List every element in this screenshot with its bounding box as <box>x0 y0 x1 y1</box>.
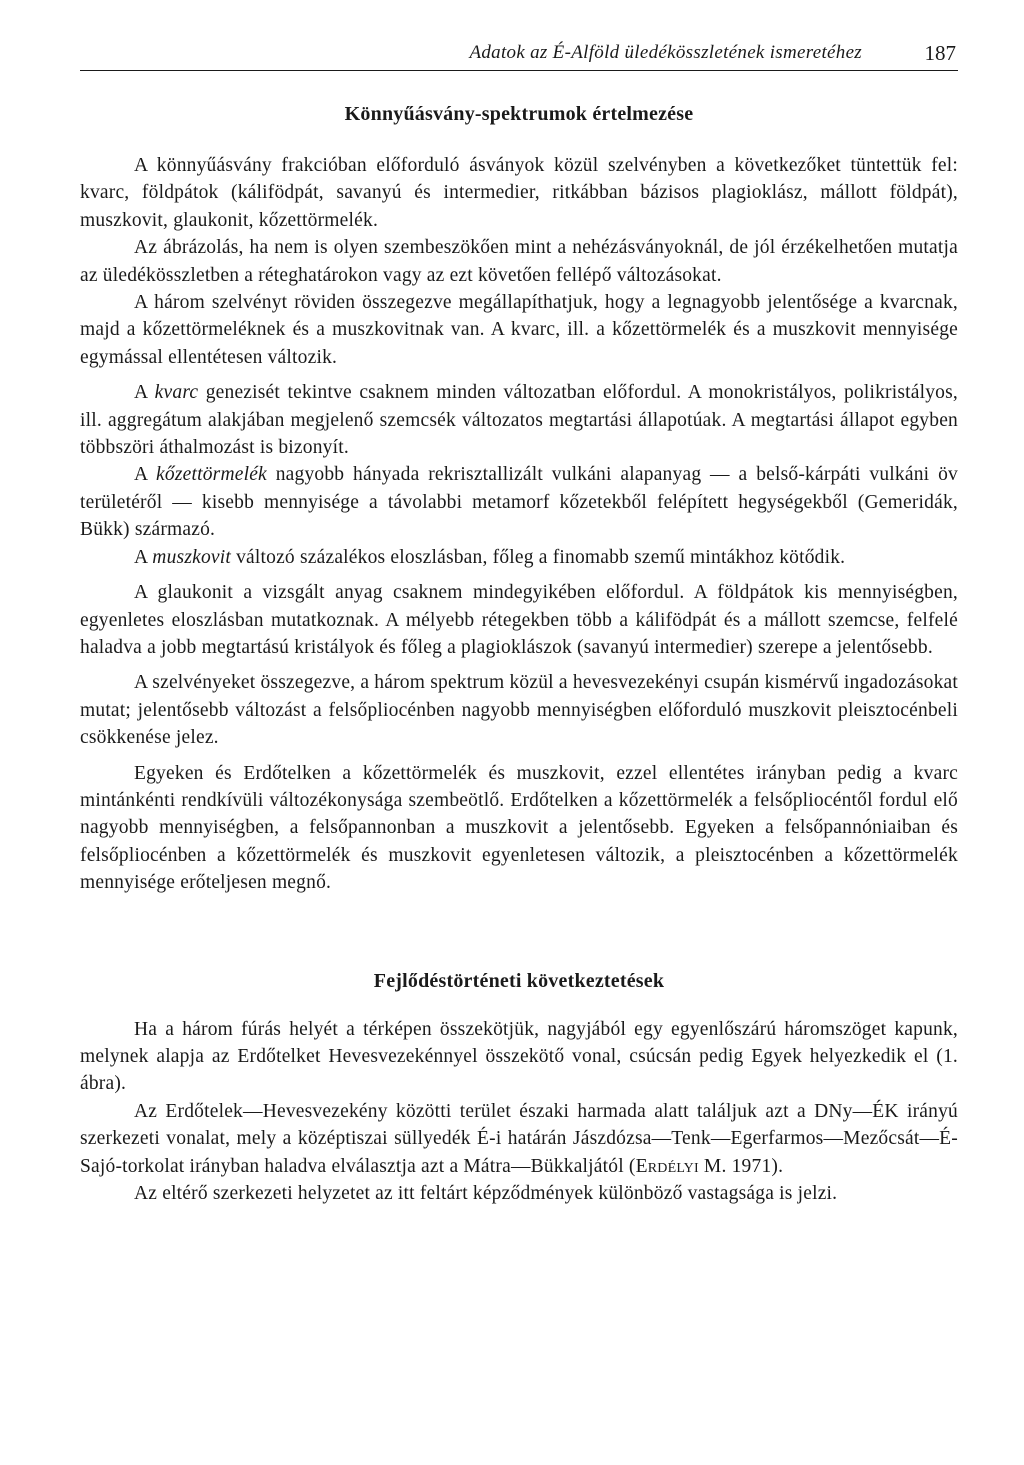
running-header <box>80 36 958 71</box>
text-run: A <box>134 382 155 404</box>
text-run: változó százalékos eloszlásban, főleg a finomabb szemű mintákhoz kötődik. <box>231 546 846 568</box>
paragraph: A szelvényeket összegezve, a három spektrum közül a hevesvezekényi csupán kismérvű ingadozásokat mutat; jelentősebb változást a felsőpliocénben nagyobb mennyiségben előforduló muszkovit pleisztocénbeli csökkenése jelez. <box>80 672 958 749</box>
text-run: nagyobb hányada rekrisztallizált vulkáni alapanyag — a belső-kárpáti vulkáni öv területéről — kisebb mennyisége a távolabbi metamorf kőzetekből felépített hegységekből (Gemeridák, Bükk) származó. <box>80 464 958 541</box>
emphasis-term: muszkovit <box>152 546 232 568</box>
paragraph: A könnyűásvány frakcióban előforduló ásványok közül szelvényben a következőket tüntettük fel: kvarc, földpátok (kálifödpát, savanyú és intermedier, ritkábban bázisos plagioklász, mállott földpát), muszkovit, glaukonit, kőzettörmelék. <box>80 155 958 231</box>
paragraph-muscovite <box>80 544 958 571</box>
text-run: M. 1971). <box>698 1155 784 1177</box>
paragraph-quartz <box>80 379 958 461</box>
paragraph: A glaukonit a vizsgált anyag csaknem mindegyikében előfordul. A földpátok kis mennyiségben, egyenletes eloszlásban mutatkoznak. A mélyebb rétegekben több a kálifödpát és a mállott szemcse, felfelé haladva a jobb megtartású kristályok és főleg a plagioklászok (savanyú intermedier) szerepe a jelentősebb. <box>80 582 958 658</box>
page-number: 187 <box>924 41 956 65</box>
paragraph-structural-line <box>80 1098 958 1180</box>
paragraph: Ha a három fúrás helyét a térképen összekötjük, nagyjából egy egyenlőszárú háromszöget kapunk, melynek alapja az Erdőtelket Hevesvezekénnyel összekötő vonal, csúcsán pedig Egyek helyezkedik el (1. ábra). <box>80 1018 958 1095</box>
page-content <box>80 100 958 1207</box>
paragraph-rock-debris <box>80 461 958 543</box>
text-run: genezisét tekintve csaknem minden változatban előfordul. A monokristályos, polikristályos, ill. aggregátum alakjában megjelenő szemcsék változatos megtartási állapotúak. A megtartási állapot egyben többszöri áthalmozást is bizonyít. <box>80 382 958 459</box>
text-run: A <box>134 464 157 486</box>
paragraph: Egyeken és Erdőtelken a kőzettörmelék és muszkovit, ezzel ellentétes irányban pedig a kvarc mintánkénti rendkívüli változékonysága szembeötlő. Erdőtelken a kőzettörmelék a felsőpliocéntől fordul elő nagyobb mennyiségben, a felsőpannonban a muszkovit a jelentősebb. Egyeken a felsőpannóniaiban és felsőpliocénben a kőzettörmelék és muszkovit egyenletesen változik, a pleisztocénben a kőzettörmelék mennyisége erőteljesen megnő. <box>80 762 958 894</box>
author-citation: Erdélyi <box>635 1155 699 1177</box>
running-title: Adatok az É-Alföld üledékösszletének ismeretéhez <box>469 42 862 63</box>
emphasis-term: kőzettörmelék <box>156 464 267 486</box>
section-title-light-minerals: Könnyűásvány-spektrumok értelmezése <box>344 103 694 125</box>
text-run: A <box>134 546 153 568</box>
paragraph: Az eltérő szerkezeti helyzetet az itt feltárt képződmények különböző vastagsága is jelzi. <box>134 1183 838 1204</box>
text-run: Az Erdőtelek—Hevesvezekény közötti terület északi harmada alatt találjuk azt a DNy—ÉK irányú szerkezeti vonalat, mely a középtiszai süllyedék É-i határán Jászdózsa—Tenk—Egerfarmos—Mezőcsát—É-Sajó-torkolat irányban haladva elválasztja azt a Mátra—Bükkaljától ( <box>80 1100 958 1177</box>
emphasis-term: kvarc <box>154 382 199 404</box>
paragraph: A három szelvényt röviden összegezve megállapíthatjuk, hogy a legnagyobb jelentősége a kvarcnak, majd a kőzettörmeléknek és a muszkovitnak van. A kvarc, ill. a kőzettörmelék és a muszkovit mennyisége egymással ellentétesen változik. <box>80 292 958 368</box>
paragraph: Az ábrázolás, ha nem is olyen szembeszökően mint a nehézásványoknál, de jól érzékelhetően mutatja az üledékösszletben a réteghatárokon vagy az ezt követően fellépő változásokat. <box>80 237 958 286</box>
section-title-evolution: Fejlődéstörténeti következtetések <box>373 969 665 992</box>
